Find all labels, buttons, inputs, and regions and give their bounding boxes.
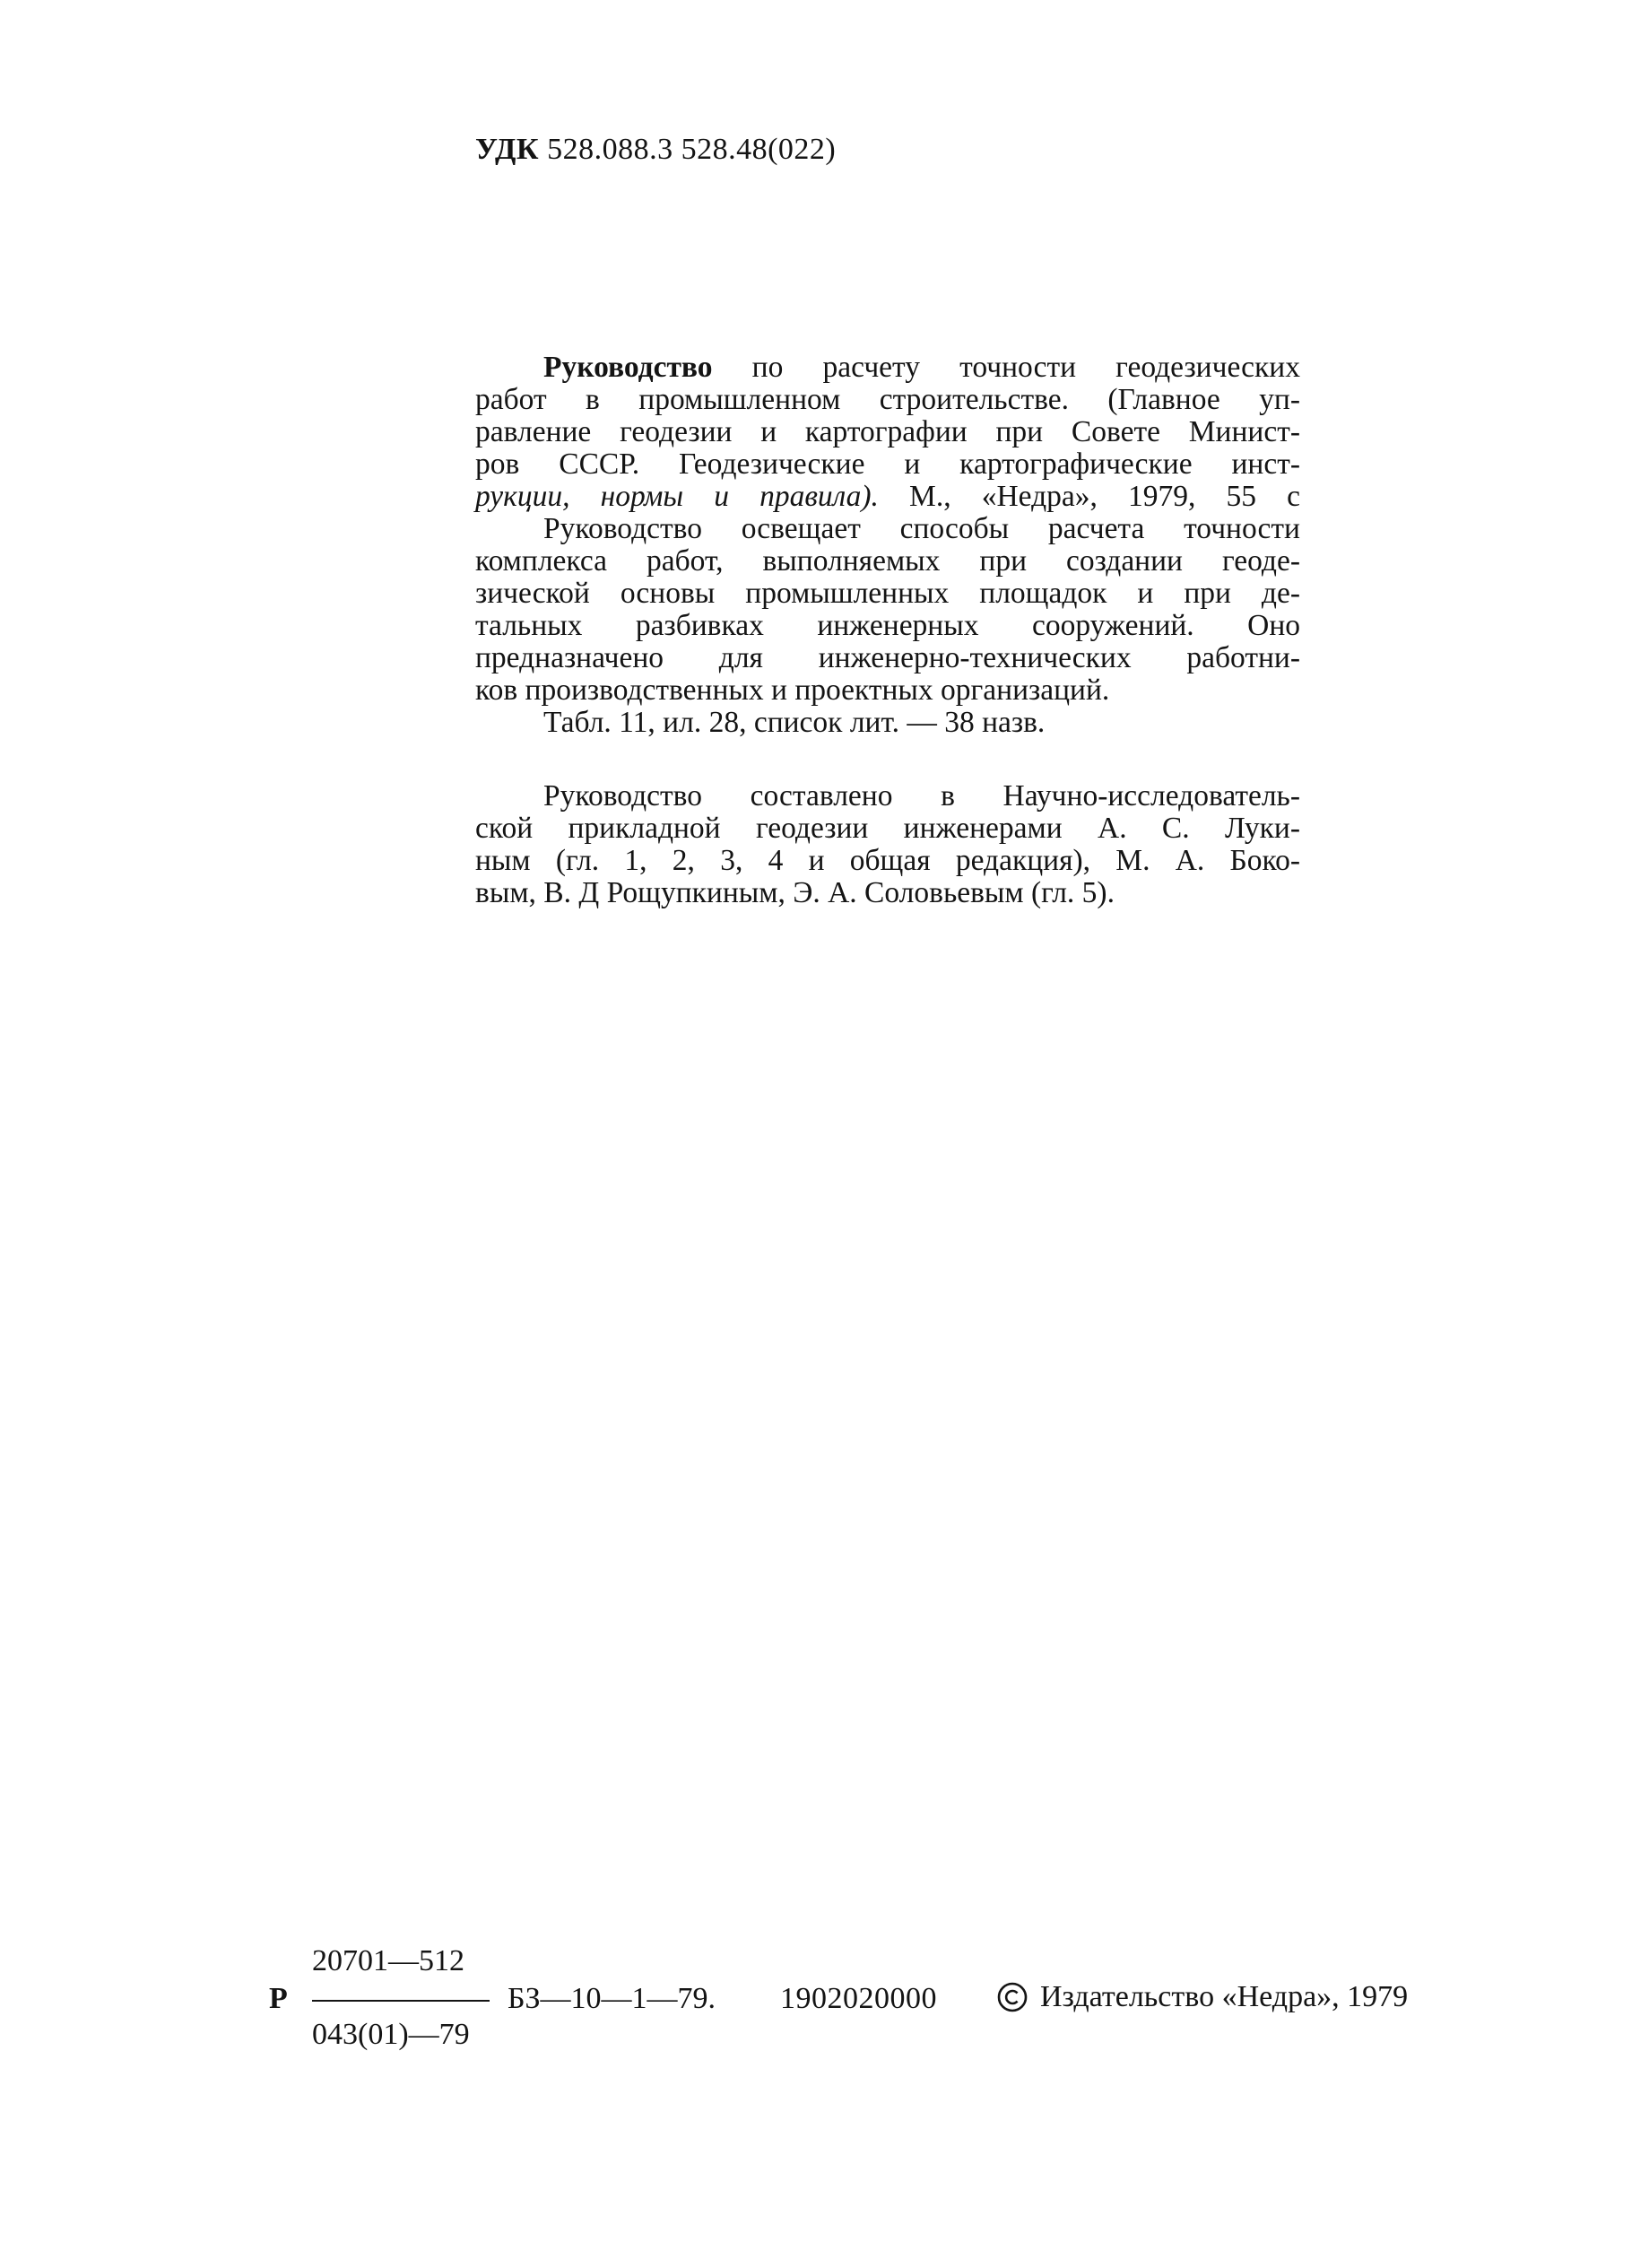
annotation-line: равление геодезии и картографии при Совете Минист-	[475, 415, 1300, 448]
authors-note	[475, 780, 1300, 909]
annotation-line: Руководство освещает способы расчета точности	[543, 512, 1300, 545]
imprint-numerator: 20701—512	[312, 1944, 464, 1977]
fraction-line	[312, 2000, 490, 2002]
udk-label: УДК	[475, 133, 540, 166]
series-name: рукции, нормы и правила).	[475, 480, 879, 513]
annotation-line: ров СССР. Геодезические и картографические инст-	[475, 448, 1300, 481]
copyright	[997, 1980, 1408, 2014]
authors-line: ской прикладной геодезии инженерами А. С. Луки-	[475, 812, 1300, 845]
udk-line	[475, 133, 836, 167]
annotation-line: работ в промышленном строительстве. (Главное уп-	[475, 383, 1300, 416]
imprint-denominator: 043(01)—79	[312, 2018, 470, 2051]
authors-line: Руководство составлено в Научно-исследователь-	[543, 779, 1300, 812]
publisher: Издательство «Недра», 1979	[1040, 1980, 1409, 2013]
annotation-line: Табл. 11, ил. 28, список лит. — 38 назв.	[543, 706, 1046, 739]
book-title: Руководство	[543, 351, 713, 384]
imprint	[269, 1944, 1524, 2052]
imprint-letter: Р	[269, 1982, 288, 2015]
annotation-line: предназначено для инженерно-технических работни-	[475, 641, 1300, 674]
imprint-number: 1902020000	[780, 1982, 937, 2015]
udk-codes: 528.088.3 528.48(022)	[547, 133, 837, 166]
annotation-line: рукции, нормы и правила). М., «Недра», 1979, 55 с	[475, 480, 1300, 513]
copyright-icon	[997, 1982, 1028, 2012]
authors-line: вым, В. Д Рощупкиным, Э. А. Соловьевым (гл. 5).	[475, 876, 1115, 909]
authors-line: ным (гл. 1, 2, 3, 4 и общая редакция), М. А. Боко-	[475, 844, 1300, 877]
annotation-line: ков производственных и проектных организаций.	[475, 673, 1110, 707]
imprint-code: БЗ—10—1—79.	[508, 1982, 716, 2015]
annotation-line: Руководство по расчету точности геодезических	[543, 351, 1300, 384]
annotation-line: комплекса работ, выполняемых при создании геоде-	[475, 544, 1300, 578]
annotation-line: зической основы промышленных площадок и при де-	[475, 577, 1300, 610]
annotation	[475, 352, 1300, 739]
annotation-line: тальных разбивках инженерных сооружений. Оно	[475, 609, 1300, 642]
